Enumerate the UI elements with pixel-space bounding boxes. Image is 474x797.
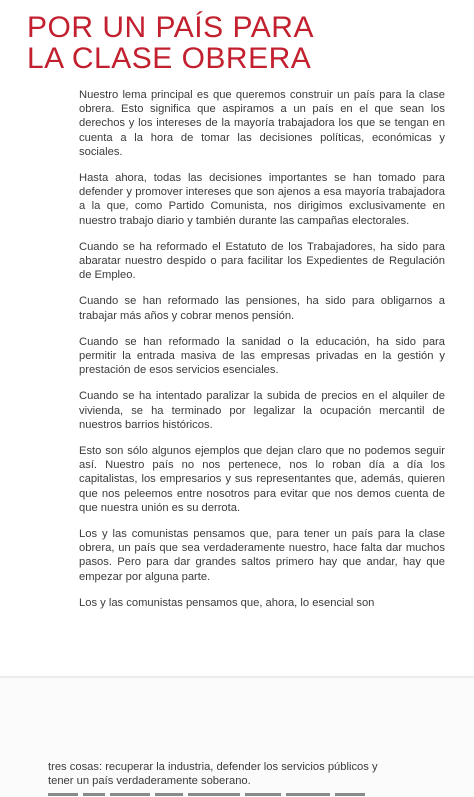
page-title [27,12,314,74]
paragraph: Nuestro lema principal es que queremos construir un país para la clase obrera. Esto significa que aspiramos a un país en el que sean los derechos y los intereses de la mayoría trabajadora los que se tengan en cuenta a la hora de tomar las decisiones políticas, económicas y sociales. [79,89,445,158]
continuation-paragraph: tres cosas: recuperar la industria, defender los servicios públicos y tener un país verdaderamente soberano. [48,761,378,788]
paragraph: Los y las comunistas pensamos que, ahora, lo esencial son [79,596,375,609]
paragraph: Hasta ahora, todas las decisiones importantes se han tomado para defender y promover intereses que son ajenos a esa mayoría trabajadora a la que, como Partido Comunista, nos dirigimos exclusivamente en nuestro trabajo diario y también durante las campañas electorales. [79,172,445,227]
paragraph: Los y las comunistas pensamos que, para tener un país para la clase obrera, un país que sea verdaderamente nuestro, hace falta dar muchos pasos. Pero para dar grandes saltos primero hay que andar, hay que empezar por alguna parte. [79,528,445,583]
paragraph: Cuando se han reformado las pensiones, ha sido para obligarnos a trabajar más años y cobrar menos pensión. [79,295,445,322]
cut-off-text-line [48,793,408,797]
paragraph: Cuando se ha intentado paralizar la subida de precios en el alquiler de vivienda, se ha terminado por legalizar la ocupación mercantil de nuestros barrios históricos. [79,390,445,431]
paragraph: Cuando se han reformado la sanidad o la educación, ha sido para permitir la entrada masiva de las empresas privadas en la gestión y prestación de esos servicios esenciales. [79,335,445,377]
title-line-1: POR UN PAÍS PARA [27,11,314,44]
article-body [79,88,445,622]
paragraph: Esto son sólo algunos ejemplos que dejan claro que no podemos seguir así. Nuestro país no nos pertenece, nos lo roban día a día los capitalistas, los empresarios y sus representantes que, además, quieren que nos peleemos entre nosotros para evitar que nos demos cuenta de que nuestra unión es su derrota. [79,445,445,514]
title-line-2: LA CLASE OBRERA [27,42,312,75]
paragraph: Cuando se ha reformado el Estatuto de los Trabajadores, ha sido para abaratar nuestro despido o para facilitar los Expedientes de Regulación de Empleo. [79,240,445,282]
